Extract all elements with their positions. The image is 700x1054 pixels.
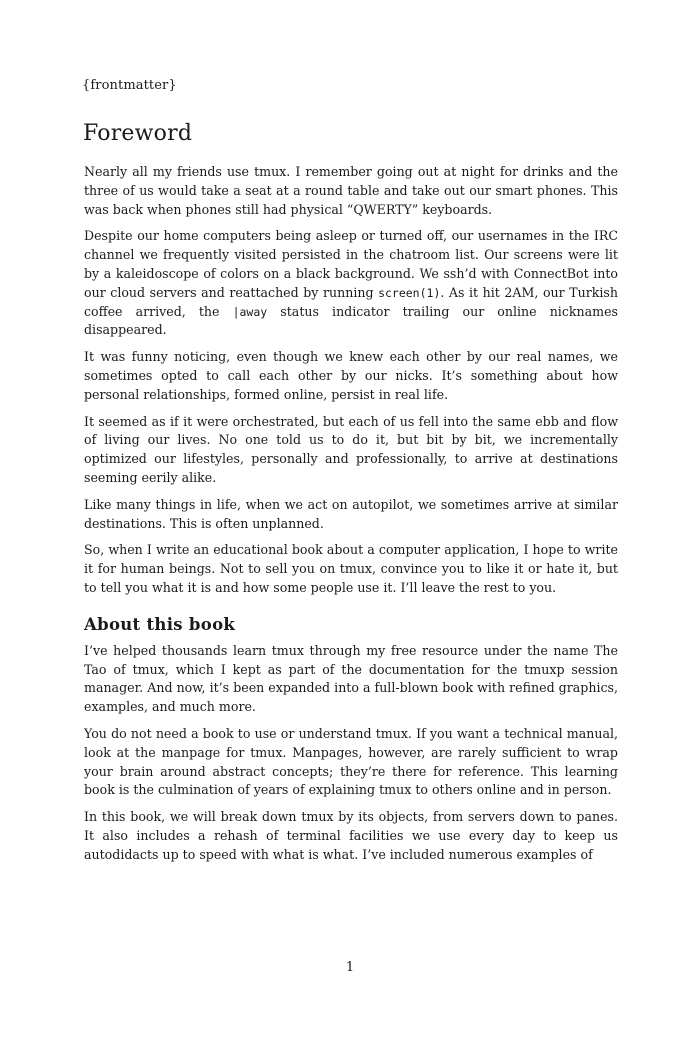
body-text: [84, 163, 618, 873]
section-title: About this book: [84, 614, 236, 634]
foreword-paragraph-2-text: . As it hit 2AM, our Turkish coffee arrived, the: [84, 284, 618, 319]
foreword-paragraph-2: [84, 227, 618, 340]
about-paragraph-2: You do not need a book to use or understand tmux. If you want a technical manual, look at the manpage for tmux. Manpages, however, are rarely sufficient to wrap your brain around abstract concepts; they’re there for reference. This learning book is the culmination of years of explaining tmux to others online and in person.: [84, 725, 618, 798]
about-paragraph-1: I’ve helped thousands learn tmux through my free resource under the name The Tao of tmux, which I kept as part of the documentation for the tmuxp session manager. And now, it’s been expanded into a full-blown book with refined graphics, examples, and much more.: [84, 642, 618, 715]
inline-code-screen: screen(1): [378, 285, 441, 300]
about-paragraph-3: In this book, we will break down tmux by its objects, from servers down to panes. It also includes a rehash of terminal facilities we use every day to keep us autodidacts up to speed with what is what. I’ve included numerous examples of: [84, 809, 618, 862]
chapter-title: Foreword: [83, 121, 193, 146]
foreword-paragraph-5: Like many things in life, when we act on autopilot, we sometimes arrive at similar destinations. This is often unplanned.: [84, 496, 618, 531]
inline-code-away: |away: [232, 304, 268, 319]
foreword-paragraph-1: Nearly all my friends use tmux. I remember going out at night for drinks and the three of us would take a seat at a round table and take out our smart phones. This was back when phones still had physical “QWERTY” keyboards.: [84, 164, 618, 217]
foreword-paragraph-3: It was funny noticing, even though we knew each other by our real names, we sometimes opted to call each other by our nicks. It’s something about how personal relationships, formed online, persist in real life.: [84, 349, 618, 402]
frontmatter-label: {frontmatter}: [82, 78, 177, 93]
page-number: 1: [345, 960, 355, 975]
foreword-paragraph-4: It seemed as if it were orchestrated, but each of us fell into the same ebb and flow of living our lives. No one told us to do it, but bit by bit, we incrementally optimized our lifestyles, personally and professionally, to arrive at destinations seeming eerily alike.: [84, 413, 618, 485]
foreword-paragraph-6: So, when I write an educational book about a computer application, I hope to write it for human beings. Not to sell you on tmux, convince you to like it or hate it, but to tell you what it is and how some people use it. I’ll leave the rest to you.: [84, 542, 618, 595]
foreword-paragraph-2-text: status indicator trailing our online nicknames disappeared.: [84, 303, 618, 338]
foreword-paragraph-2-text: Despite our home computers being asleep or turned off, our usernames in the IRC channel we frequently visited persisted in the chatroom list. Our screens were lit by a kaleidoscope of colors on a black background. We ssh’d with ConnectBot into our cloud servers and reattached by running: [84, 228, 618, 300]
